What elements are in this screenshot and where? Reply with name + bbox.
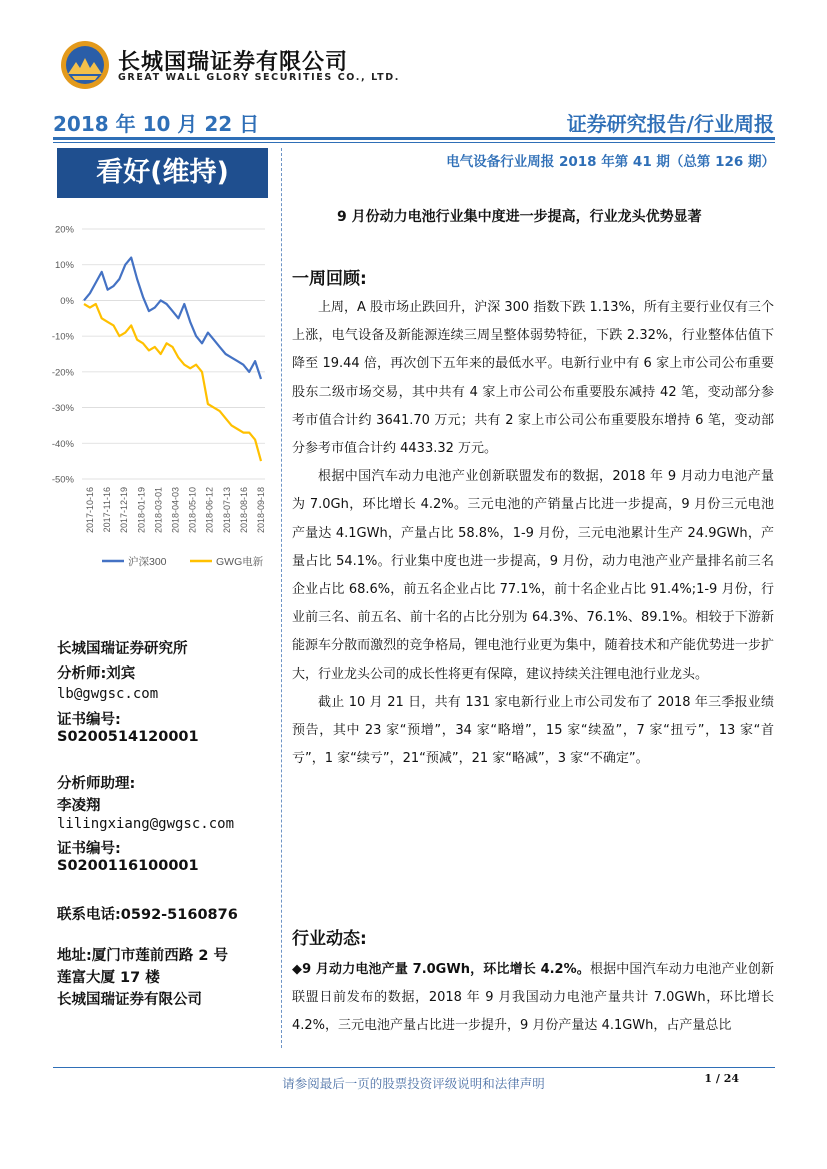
chart-legend-label: 沪深300 bbox=[128, 556, 167, 568]
analyst-cert-label: 证书编号: bbox=[57, 712, 121, 728]
assistant-label: 分析师助理: bbox=[57, 776, 136, 792]
analyst-email[interactable]: lb@gwgsc.com bbox=[57, 686, 159, 702]
performance-chart bbox=[40, 215, 275, 575]
section-heading-industry-news: 行业动态: bbox=[292, 929, 367, 949]
chart-y-tick-label: -30% bbox=[51, 403, 74, 415]
chart-x-tick-label: 2017-11-16 bbox=[102, 487, 113, 533]
disclaimer-link[interactable]: 请参阅最后一页的股票投资评级说明和法律声明 bbox=[282, 1076, 545, 1091]
header-rule-thin bbox=[53, 142, 775, 143]
contact-phone: 联系电话:0592-5160876 bbox=[57, 907, 238, 923]
chart-x-tick-label: 2018-05-10 bbox=[187, 487, 198, 534]
chart-y-tick-label: 20% bbox=[54, 224, 74, 236]
paragraph-market: 上周，A 股市场止跌回升，沪深 300 指数下跌 1.13%，所有主要行业仅有三个上涨，电气设备及新能源连续三周呈整体弱势特征，下跌 2.32%，行业整体估值下降至 19.44 倍，再次创下五年来的最低水平。电新行业中有 6 家上市公司公布重要股东二级市场交易，其中共有 4 家上市公司公布重要股东减持 42 笔，变动部分参考市值合计约 3641.70 万元；共有 2 家上市公司公布重要股东增持 6 笔，变动部分参考市值合计约 4433.32 万元。 bbox=[292, 300, 774, 457]
chart-x-tick-label: 2018-06-12 bbox=[204, 487, 215, 534]
paragraph-earnings: 截止 10 月 21 日，共有 131 家电新行业上市公司发布了 2018 年三季报业绩预告，其中 23 家“预增”，34 家“略增”，15 家“续盈”，7 家“扭亏”，13 家“首亏”，1 家“续亏”，21“预减”，21 家“略减”，3 家“不确定”。 bbox=[292, 694, 774, 767]
chart-y-tick-label: 10% bbox=[54, 260, 74, 272]
series-title: 电气设备行业周报 2018 年第 41 期（总第 126 期） bbox=[446, 154, 775, 170]
report-type: 证券研究报告/行业周报 bbox=[566, 112, 774, 136]
company-name-cn: 长城国瑞证券有限公司 bbox=[118, 50, 349, 75]
paragraph-battery: 根据中国汽车动力电池产业创新联盟发布的数据，2018 年 9 月动力电池产量为 7.0Gh，环比增长 4.2%。三元电池的产销量占比进一步提高，9 月份三元电池产量达 4.1GWh，产量占比 58.8%，1-9 月份，三元电池累计生产 24.9GWh，产量占比 54.1%。行业集中度也进一步提高，9 月份，动力电池产业产量排名前三名企业占比 68.6%，前五名企业占比 77.1%，前十名企业占比 91.4%;1-9 月份，行业前三名、前五名、前十名的占比分别为 64.3%、76.1%、89.1%。相较于下游新能源车分散而激烈的竞争格局，锂电池行业更为集中，随着技术和产能优势进一步扩大，行业龙头公司的成长性将更有保障，建议持续关注锂电池行业龙头。 bbox=[292, 469, 774, 682]
address-line-3: 长城国瑞证券有限公司 bbox=[57, 992, 202, 1008]
rating-badge: 看好(维持) bbox=[57, 148, 268, 198]
report-headline: 9 月份动力电池行业集中度进一步提高，行业龙头优势显著 bbox=[337, 209, 702, 225]
section-heading-weekly-review: 一周回顾: bbox=[292, 269, 367, 289]
company-logo bbox=[60, 40, 110, 90]
analyst-cert-no: S0200514120001 bbox=[57, 729, 199, 745]
chart-y-tick-label: -10% bbox=[51, 331, 74, 343]
industry-news-text bbox=[292, 956, 774, 1041]
news-headline: ◆9 月动力电池产量 7.0GWh，环比增长 4.2%。 bbox=[292, 962, 590, 977]
chart-series-line-gwg bbox=[84, 304, 261, 461]
chart-x-tick-label: 2018-07-13 bbox=[221, 487, 232, 534]
chart-y-tick-label: -40% bbox=[51, 438, 74, 450]
chart-legend-label: GWG电新 bbox=[216, 556, 264, 568]
news-body: 根据中国汽车动力电池产业创新联盟日前发布的数据，2018 年 9 月我国动力电池产量共计 7.0GWh，环比增长 4.2%，三元电池产量占比进一步提升，9 月份产量达 4.1GWh，占产量总比 bbox=[292, 962, 774, 1034]
chart-y-tick-label: 0% bbox=[60, 295, 74, 307]
chart-x-tick-label: 2017-12-19 bbox=[119, 487, 130, 534]
weekly-review-text bbox=[292, 294, 774, 773]
page-number: 1 / 24 bbox=[704, 1072, 739, 1085]
chart-y-tick-label: -50% bbox=[51, 474, 74, 486]
chart-series-line-hs300 bbox=[84, 258, 261, 379]
assistant-email[interactable]: lilingxiang@gwgsc.com bbox=[57, 816, 235, 832]
header-rule bbox=[53, 137, 775, 140]
footer-rule bbox=[53, 1067, 775, 1068]
chart-x-tick-label: 2018-03-01 bbox=[153, 487, 164, 534]
assistant-name: 李凌翔 bbox=[57, 798, 101, 814]
chart-x-tick-label: 2018-04-03 bbox=[170, 487, 181, 534]
address-line-1: 地址:厦门市莲前西路 2 号 bbox=[57, 948, 228, 964]
chart-x-tick-label: 2018-09-18 bbox=[256, 487, 266, 534]
analyst-name: 分析师:刘宾 bbox=[57, 666, 136, 682]
chart-y-tick-label: -20% bbox=[51, 367, 74, 379]
report-date: 2018 年 10 月 22 日 bbox=[53, 112, 260, 136]
chart-x-tick-label: 2017-10-16 bbox=[85, 487, 95, 534]
address-line-2: 莲富大厦 17 楼 bbox=[57, 970, 160, 986]
chart-x-tick-label: 2018-08-16 bbox=[238, 487, 249, 534]
assistant-cert-label: 证书编号: bbox=[57, 841, 121, 857]
chart-x-tick-label: 2018-01-19 bbox=[136, 487, 147, 534]
research-institute: 长城国瑞证券研究所 bbox=[57, 641, 188, 657]
company-name-en: GREAT WALL GLORY SECURITIES CO., LTD. bbox=[118, 72, 400, 83]
column-divider bbox=[281, 148, 282, 1048]
assistant-cert-no: S0200116100001 bbox=[57, 858, 199, 874]
